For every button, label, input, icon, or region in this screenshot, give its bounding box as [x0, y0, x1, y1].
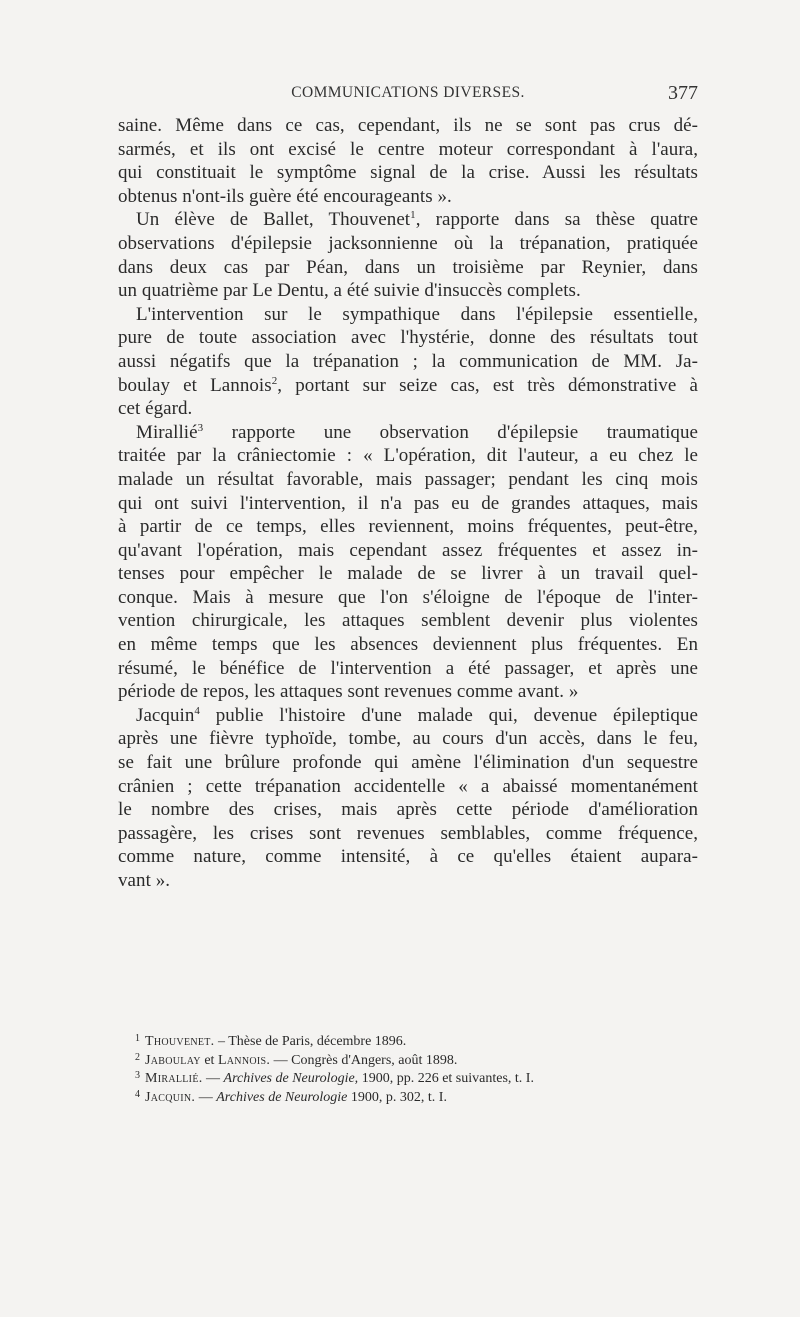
footnote-text: 1900, pp. 226 et suivantes, t. I. [358, 1071, 534, 1086]
text-line: conque. Mais à mesure que l'on s'éloigne de l'époque de l'inter- [118, 586, 698, 608]
text-line: après une fièvre typhoïde, tombe, au cours d'un accès, dans le feu, [118, 728, 698, 750]
text-line [118, 374, 698, 398]
footnote-author: Jacquin. [145, 1089, 196, 1105]
footnote-author: Thouvenet. [145, 1034, 215, 1049]
text-span: Mirallié [136, 421, 198, 443]
footnote-text: — Congrès d'Angers, août 1898. [270, 1052, 458, 1068]
page-number: 377 [668, 82, 698, 104]
footnote-ref: 3 [197, 421, 204, 434]
text-line [118, 208, 698, 232]
text-line: qui constituait le symptôme signal de la crise. Aussi les résultats [118, 162, 698, 184]
text-line: crânien ; cette trépanation accidentelle « a abaissé momentanément [118, 775, 698, 797]
text-line: qu'avant l'opération, mais cependant assez fréquentes et assez in- [118, 539, 698, 561]
text-line: observations d'épilepsie jacksonnienne où la trépanation, pratiquée [118, 232, 698, 254]
footnote-ref: 2 [271, 374, 278, 387]
text-line: période de repos, les attaques sont revenues comme avant. » [118, 681, 579, 703]
text-line [118, 421, 698, 445]
text-span: , portant sur seize cas, est très démonstrative à [277, 374, 698, 396]
footnotes [135, 1030, 735, 1104]
text-line: obtenus n'ont-ils guère été encourageants ». [118, 185, 452, 207]
footnote-mark: 4 [135, 1088, 140, 1100]
text-line [118, 704, 698, 728]
footnote-text: 1900, p. 302, t. I. [347, 1089, 447, 1105]
text-span: boulay et Lannois [118, 374, 272, 396]
footnote-3 [135, 1067, 735, 1086]
text-line: se fait une brûlure profonde qui amène l'élimination d'un sequestre [118, 752, 698, 774]
text-span: Un élève de Ballet, Thouvenet [136, 209, 411, 231]
text-line: dans deux cas par Péan, dans un troisième par Reynier, dans [118, 256, 698, 278]
text-line: L'intervention sur le sympathique dans l'épilepsie essentielle, [136, 303, 698, 325]
text-span: publie l'histoire d'une malade qui, devenue épileptique [199, 704, 698, 726]
text-line: comme nature, comme intensité, à ce qu'elles étaient aupara- [118, 846, 698, 868]
text-line: sarmés, et ils ont excisé le centre moteur correspondant à l'aura, [118, 138, 698, 160]
text-line: passagère, les crises sont revenues semblables, comme fréquence, [118, 822, 698, 844]
footnote-ref: 4 [194, 704, 200, 717]
footnote-journal: Archives de Neurologie, [223, 1071, 359, 1086]
running-head: COMMUNICATIONS DIVERSES. [291, 84, 525, 101]
footnote-text: et [200, 1052, 218, 1068]
footnote-author: Jaboulay [145, 1052, 201, 1068]
text-line: à partir de ce temps, elles reviennent, moins fréquentes, peut-être, [118, 516, 698, 538]
text-line: le nombre des crises, mais après cette période d'amélioration [118, 799, 698, 821]
text-line: traitée par la crâniectomie : « L'opération, dit l'auteur, a eu chez le [118, 445, 698, 467]
text-span: Jacquin [136, 704, 195, 726]
footnote-mark: 2 [135, 1051, 140, 1063]
footnote-text: — [202, 1071, 224, 1086]
page-header [118, 84, 698, 112]
footnote-text: — [195, 1089, 217, 1105]
text-line: malade un résultat favorable, mais passager; pendant les cinq mois [118, 468, 698, 490]
footnote-4 [135, 1086, 735, 1105]
text-line: saine. Même dans ce cas, cependant, ils ne se sont pas crus dé- [118, 115, 698, 136]
body-text [118, 114, 698, 893]
text-line: en même temps que les absences deviennent plus fréquentes. En [118, 634, 698, 656]
footnote-author: Mirallié. [145, 1071, 203, 1086]
text-line: tenses pour empêcher le malade de se livrer à un travail quel- [118, 563, 698, 585]
text-line: qui ont suivi l'intervention, il n'a pas eu de grandes attaques, mais [118, 492, 698, 514]
text-line: résumé, le bénéfice de l'intervention a été passager, et après une [118, 657, 698, 679]
footnote-mark: 1 [135, 1033, 140, 1044]
text-span: , rapporte dans sa thèse quatre [415, 209, 698, 231]
text-span: rapporte une observation d'épilepsie traumatique [203, 421, 698, 443]
footnote-ref: 1 [410, 209, 416, 222]
text-line: un quatrième par Le Dentu, a été suivie d'insuccès complets. [118, 280, 581, 302]
text-line: pure de toute association avec l'hystérie, donne des résultats tout [118, 327, 698, 349]
text-line: vention chirurgicale, les attaques semblent devenir plus violentes [118, 610, 698, 632]
text-line: vant ». [118, 870, 171, 891]
footnote-mark: 3 [135, 1070, 140, 1081]
footnote-2 [135, 1049, 735, 1068]
footnote-author: Lannois. [217, 1052, 271, 1068]
footnote-journal: Archives de Neurologie [216, 1089, 348, 1105]
footnote-1 [135, 1030, 735, 1049]
text-line: aussi négatifs que la trépanation ; la communication de MM. Ja- [118, 350, 698, 372]
footnote-text: – Thèse de Paris, décembre 1896. [214, 1034, 407, 1049]
text-line: cet égard. [118, 398, 193, 420]
